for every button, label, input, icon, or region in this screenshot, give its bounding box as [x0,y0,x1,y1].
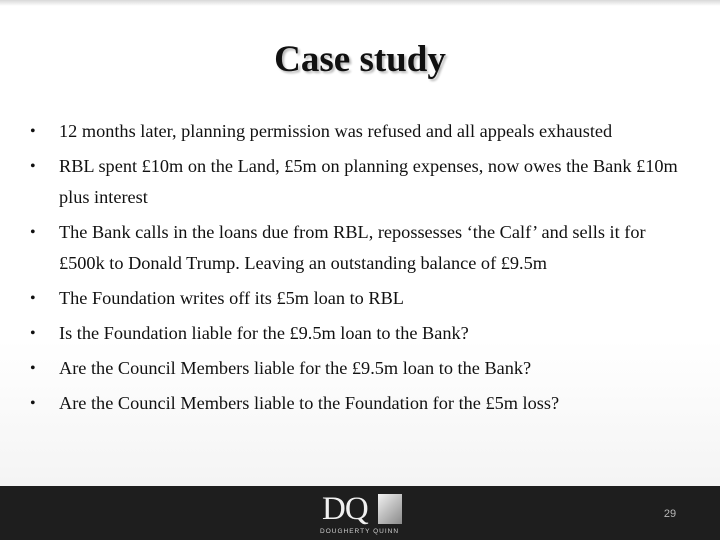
bullet-item [30,353,690,384]
logo-square-icon [378,494,402,524]
logo-monogram: DQ [322,491,368,527]
bullet-item [30,217,690,279]
bullet-item [30,318,690,349]
bullet-text: The Bank calls in the loans due from RBL, repossesses ‘the Calf’ and sells it for £500k to Donald Trump. Leaving an outstanding balance of £9.5m [59,222,646,273]
bullet-dot-icon: • [30,395,36,412]
slide-title: Case study [274,39,446,80]
bullet-text: Are the Council Members liable for the £9.5m loan to the Bank? [59,358,532,378]
bullet-text: Is the Foundation liable for the £9.5m loan to the Bank? [59,323,469,343]
slide-top-edge [0,0,720,6]
bullet-dot-icon: • [30,158,36,175]
bullet-dot-icon: • [30,360,36,377]
bullet-item [30,283,690,314]
bullet-dot-icon: • [30,325,36,342]
page-number: 29 [663,508,677,520]
bullet-item [30,151,690,213]
bullet-item [30,116,690,147]
company-logo [320,492,406,538]
bullet-text: Are the Council Members liable to the Foundation for the £5m loss? [59,393,560,413]
bullet-dot-icon: • [30,290,36,307]
bullet-text: The Foundation writes off its £5m loan to RBL [59,288,404,308]
bullet-item [30,388,690,419]
bullet-dot-icon: • [30,224,36,241]
bullet-text: RBL spent £10m on the Land, £5m on planning expenses, now owes the Bank £10m plus interest [59,156,678,207]
bullet-list [30,116,690,423]
bullet-dot-icon: • [30,123,36,140]
logo-subtitle: DOUGHERTY QUINN [320,528,400,535]
bullet-text: 12 months later, planning permission was refused and all appeals exhausted [59,121,613,141]
